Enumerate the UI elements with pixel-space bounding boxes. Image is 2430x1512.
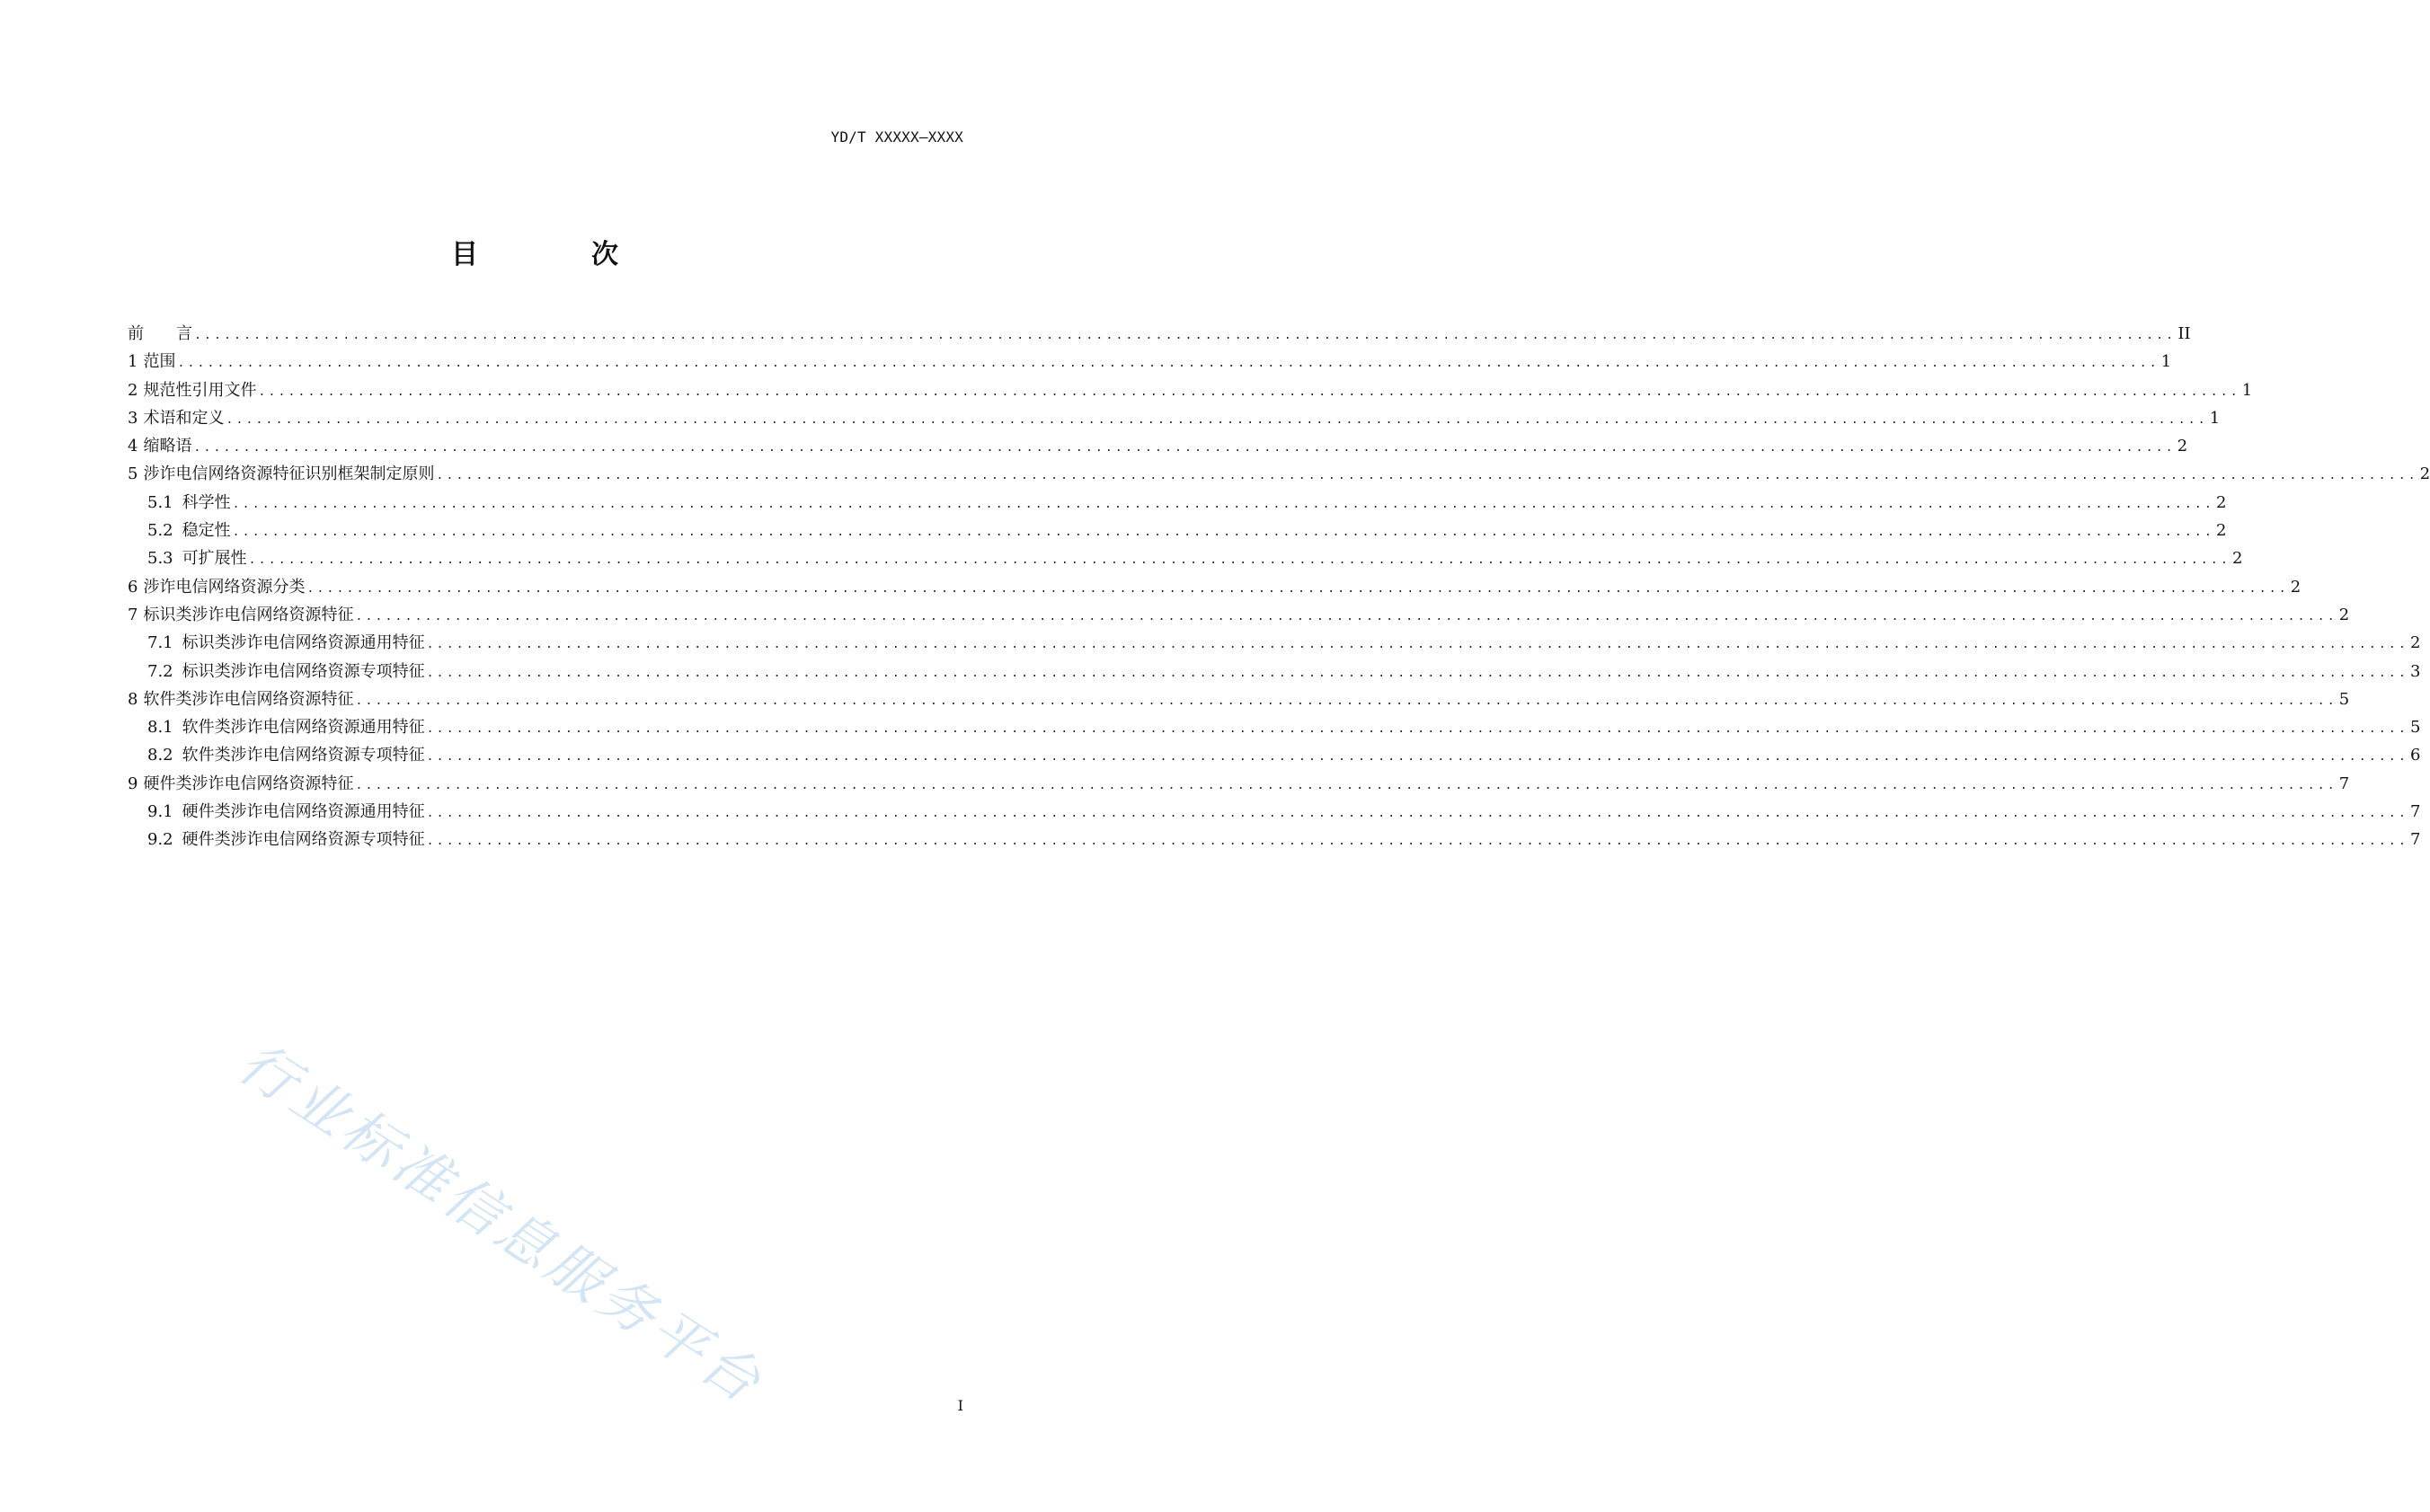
toc-entry-title: 软件类涉诈电信网络资源专项特征 — [182, 746, 425, 765]
table-of-contents — [128, 321, 2430, 855]
toc-entry-number: 5.2 — [147, 521, 173, 541]
toc-leader-dots: ........................................................................................................................................................................................................ — [232, 526, 2214, 540]
toc-entry-number: 7 — [128, 605, 138, 624]
toc-entry-number: 8 — [128, 689, 138, 709]
toc-leader-dots: ........................................................................................................................................................................................................ — [226, 412, 2208, 427]
toc-leader-dots: ........................................................................................................................................................................................................ — [355, 778, 2337, 792]
toc-leader-dots: ........................................................................................................................................................................................................ — [177, 357, 2160, 371]
toc-entry[interactable] — [128, 490, 2227, 517]
toc-entry-page: 2 — [2177, 437, 2188, 456]
toc-entry[interactable] — [128, 321, 2191, 349]
toc-entry-title: 规范性引用文件 — [143, 380, 257, 400]
toc-entry-title: 前 言 — [128, 324, 192, 343]
toc-entry[interactable] — [128, 771, 2350, 799]
toc-entry-number: 9.1 — [147, 802, 173, 822]
toc-entry-number: 9 — [128, 774, 138, 793]
toc-leader-dots: ........................................................................................................................................................................................................ — [193, 441, 2176, 455]
toc-entry[interactable] — [128, 377, 2253, 405]
toc-entry-title: 硬件类涉诈电信网络资源特征 — [143, 774, 354, 793]
toc-entry[interactable] — [128, 630, 2421, 658]
toc-entry-number: 2 — [128, 380, 138, 400]
toc-leader-dots: ........................................................................................................................................................................................................ — [426, 750, 2408, 765]
toc-entry[interactable] — [128, 405, 2221, 433]
toc-entry-number: 1 — [128, 352, 138, 372]
toc-entry-number: 5.1 — [147, 492, 173, 512]
toc-entry-page: 2 — [2215, 521, 2227, 541]
toc-entry-number: 5 — [128, 464, 138, 484]
standard-code: YD/T XXXXX—XXXX — [830, 128, 963, 146]
toc-entry-title: 稳定性 — [182, 521, 231, 541]
toc-leader-dots: ........................................................................................................................................................................................................ — [232, 497, 2214, 511]
toc-entry-number: 7.2 — [147, 661, 173, 681]
toc-entry-number: 5.3 — [147, 549, 173, 569]
toc-entry[interactable] — [128, 827, 2421, 854]
toc-entry-title: 范围 — [143, 352, 176, 372]
toc-entry-page: 2 — [2231, 549, 2243, 569]
toc-entry-page: 2 — [2290, 577, 2301, 597]
toc-entry[interactable] — [128, 433, 2188, 461]
toc-entry-title: 软件类涉诈电信网络资源特征 — [143, 689, 354, 709]
toc-entry-number: 3 — [128, 408, 138, 428]
toc-entry-page: 6 — [2409, 746, 2421, 765]
toc-leader-dots: ........................................................................................................................................................................................................ — [355, 609, 2337, 623]
toc-entry[interactable] — [128, 686, 2350, 714]
toc-entry-page: 5 — [2409, 718, 2421, 738]
toc-entry[interactable] — [128, 574, 2301, 602]
toc-entry-title: 标识类涉诈电信网络资源通用特征 — [182, 633, 425, 653]
toc-entry-number: 6 — [128, 577, 138, 597]
toc-entry-page: 1 — [2160, 352, 2172, 372]
toc-entry[interactable] — [128, 349, 2172, 376]
toc-entry-page: 1 — [2209, 408, 2221, 428]
toc-entry-number: 8.2 — [147, 746, 173, 765]
toc-entry[interactable] — [128, 602, 2350, 630]
toc-leader-dots: ........................................................................................................................................................................................................ — [306, 581, 2289, 596]
toc-entry-title: 标识类涉诈电信网络资源专项特征 — [182, 661, 425, 681]
toc-entry-page: 1 — [2241, 380, 2253, 400]
toc-entry-number: 4 — [128, 437, 138, 456]
toc-entry[interactable] — [128, 517, 2227, 545]
toc-entry-title: 硬件类涉诈电信网络资源专项特征 — [182, 830, 425, 850]
toc-entry[interactable] — [128, 742, 2421, 770]
toc-leader-dots: ........................................................................................................................................................................................................ — [426, 807, 2408, 821]
toc-leader-dots: ........................................................................................................................................................................................................ — [426, 722, 2408, 737]
toc-entry-title: 标识类涉诈电信网络资源特征 — [143, 605, 354, 624]
toc-entry-title: 涉诈电信网络资源分类 — [143, 577, 306, 597]
page-number: I — [957, 1397, 963, 1414]
toc-entry-title: 缩略语 — [143, 437, 192, 456]
toc-leader-dots: ........................................................................................................................................................................................................ — [355, 694, 2337, 708]
toc-entry-number: 8.1 — [147, 718, 173, 738]
toc-entry-page: 7 — [2338, 774, 2350, 793]
toc-entry-page: 2 — [2338, 605, 2350, 624]
toc-entry-title: 术语和定义 — [143, 408, 225, 428]
toc-entry[interactable] — [128, 461, 2430, 489]
watermark: 行业标准信息服务平台 — [227, 1029, 776, 1418]
toc-leader-dots: ........................................................................................................................................................................................................ — [248, 553, 2230, 568]
toc-leader-dots: ........................................................................................................................................................................................................ — [194, 329, 2177, 342]
toc-entry-title: 可扩展性 — [182, 549, 247, 569]
toc-leader-dots: ........................................................................................................................................................................................................ — [426, 638, 2408, 652]
toc-leader-dots: ........................................................................................................................................................................................................ — [258, 385, 2240, 399]
toc-entry[interactable] — [128, 545, 2243, 573]
toc-entry-page: II — [2177, 324, 2191, 343]
toc-entry-title: 硬件类涉诈电信网络资源通用特征 — [182, 802, 425, 822]
toc-leader-dots: ........................................................................................................................................................................................................ — [426, 835, 2408, 849]
toc-entry-number: 7.1 — [147, 633, 173, 653]
toc-entry-title: 涉诈电信网络资源特征识别框架制定原则 — [143, 464, 435, 484]
toc-entry-page: 5 — [2338, 689, 2350, 709]
toc-entry[interactable] — [128, 714, 2421, 742]
page-title: 目 次 — [451, 239, 661, 270]
toc-entry-page: 2 — [2419, 464, 2430, 484]
toc-entry-page: 2 — [2409, 633, 2421, 653]
toc-entry-page: 2 — [2215, 492, 2227, 512]
toc-entry-title: 科学性 — [182, 492, 231, 512]
toc-leader-dots: ........................................................................................................................................................................................................ — [436, 469, 2418, 483]
toc-entry-page: 7 — [2409, 802, 2421, 822]
toc-entry-page: 3 — [2409, 661, 2421, 681]
toc-entry[interactable] — [128, 659, 2421, 686]
toc-entry-number: 9.2 — [147, 830, 173, 850]
toc-leader-dots: ........................................................................................................................................................................................................ — [426, 666, 2408, 680]
toc-entry-title: 软件类涉诈电信网络资源通用特征 — [182, 718, 425, 738]
toc-entry[interactable] — [128, 799, 2421, 827]
toc-entry-page: 7 — [2409, 830, 2421, 850]
